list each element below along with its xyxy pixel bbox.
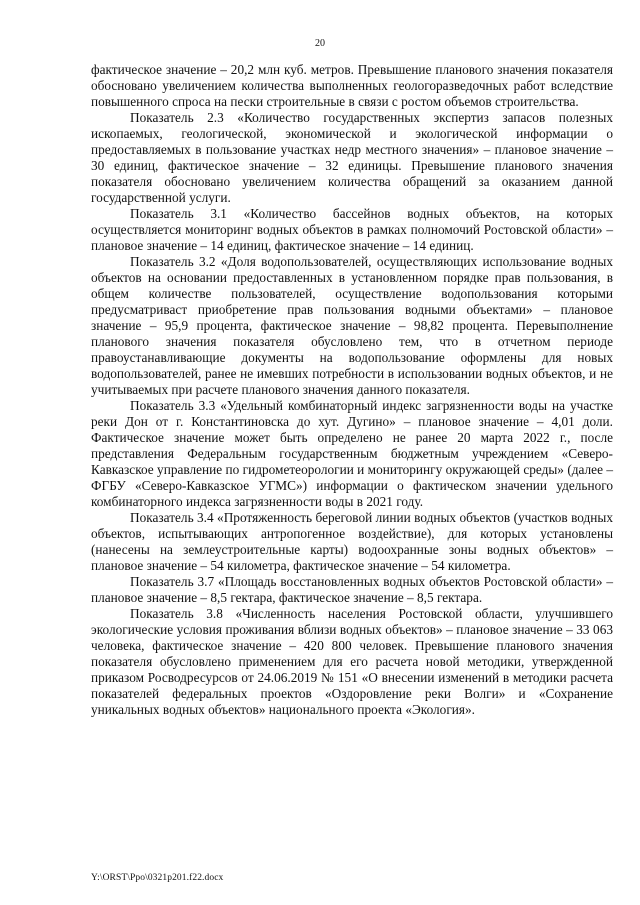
paragraph-continuation: фактическое значение – 20,2 млн куб. метров. Превышение планового значения показателя обосновано увеличением количества выполненных геологоразведочных работ вследствие повышенного спроса на пески строительные в связи с ростом объемов строительства.: [91, 62, 613, 109]
page-number: 20: [315, 38, 325, 49]
document-body: [91, 62, 613, 718]
paragraph-indicator-3-1: Показатель 3.1 «Количество бассейнов водных объектов, на которых осуществляется мониторинг водных объектов в рамках полномочий Ростовской области» – плановое значение – 14 единиц, фактическое значение – 14 единиц.: [91, 206, 613, 253]
paragraph-indicator-3-3: Показатель 3.3 «Удельный комбинаторный индекс загрязненности воды на участке реки Дон от г. Константиновска до хут. Дугино» – плановое значение – 4,01 доли. Фактическое значение может быть определено не ранее 20 марта 2022 г., после представления Федеральным государственным бюджетным учреждением «Северо-Кавказское управление по гидрометеорологии и мониторингу окружающей среды» (далее – ФГБУ «Северо-Кавказское УГМС») информации о фактическом значении удельного комбинаторного индекса загрязненности воды в 2021 году.: [91, 398, 613, 509]
paragraph-indicator-3-8: Показатель 3.8 «Численность населения Ростовской области, улучшившего экологические условия проживания вблизи водных объектов» – плановое значение – 33 063 человека, фактическое значение – 420 800 человек. Превышение планового значения показателя обусловлено применением для его расчета новой методики, утвержденной приказом Росводресурсов от 24.06.2019 № 151 «О внесении изменений в методики расчета показателей федеральных проектов «Оздоровление реки Волги» и «Сохранение уникальных водных объектов» национального проекта «Экология».: [91, 606, 613, 717]
paragraph-indicator-3-2: Показатель 3.2 «Доля водопользователей, осуществляющих использование водных объектов на основании предоставленных в установленном порядке прав пользования, в общем количестве пользователей, осуществление водопользования которыми предусматриваст приобретение прав пользования водными объектами» – плановое значение – 95,9 процента, фактическое значение – 98,82 процента. Перевыполнение планового значения показателя обусловлено тем, что в отчетном периоде правоустанавливающие документы на водопользование оформлены для новых водопользователей, ранее не имевших потребности в использовании водных объектов, и не учитываемых при расчете планового значения данного показателя.: [91, 254, 613, 397]
file-path-footer: Y:\ORST\Ppo\0321p201.f22.docx: [91, 873, 224, 883]
paragraph-indicator-3-7: Показатель 3.7 «Площадь восстановленных водных объектов Ростовской области» – плановое значение – 8,5 гектара, фактическое значение – 8,5 гектара.: [91, 574, 613, 605]
paragraph-indicator-2-3: Показатель 2.3 «Количество государственных экспертиз запасов полезных ископаемых, геологической, экономической и экологической информации о предоставляемых в пользование участках недр местного значения» – плановое значение – 30 единиц, фактическое значение – 32 единицы. Превышение планового значения показателя обосновано увеличением количества обращений за оказанием данной государственной услуги.: [91, 110, 613, 205]
paragraph-indicator-3-4: Показатель 3.4 «Протяженность береговой линии водных объектов (участков водных объектов, испытывающих антропогенное воздействие), для которых установлены (нанесены на землеустроительные карты) водоохранные зоны водных объектов» – плановое значение – 54 километра, фактическое значение – 54 километра.: [91, 510, 613, 573]
